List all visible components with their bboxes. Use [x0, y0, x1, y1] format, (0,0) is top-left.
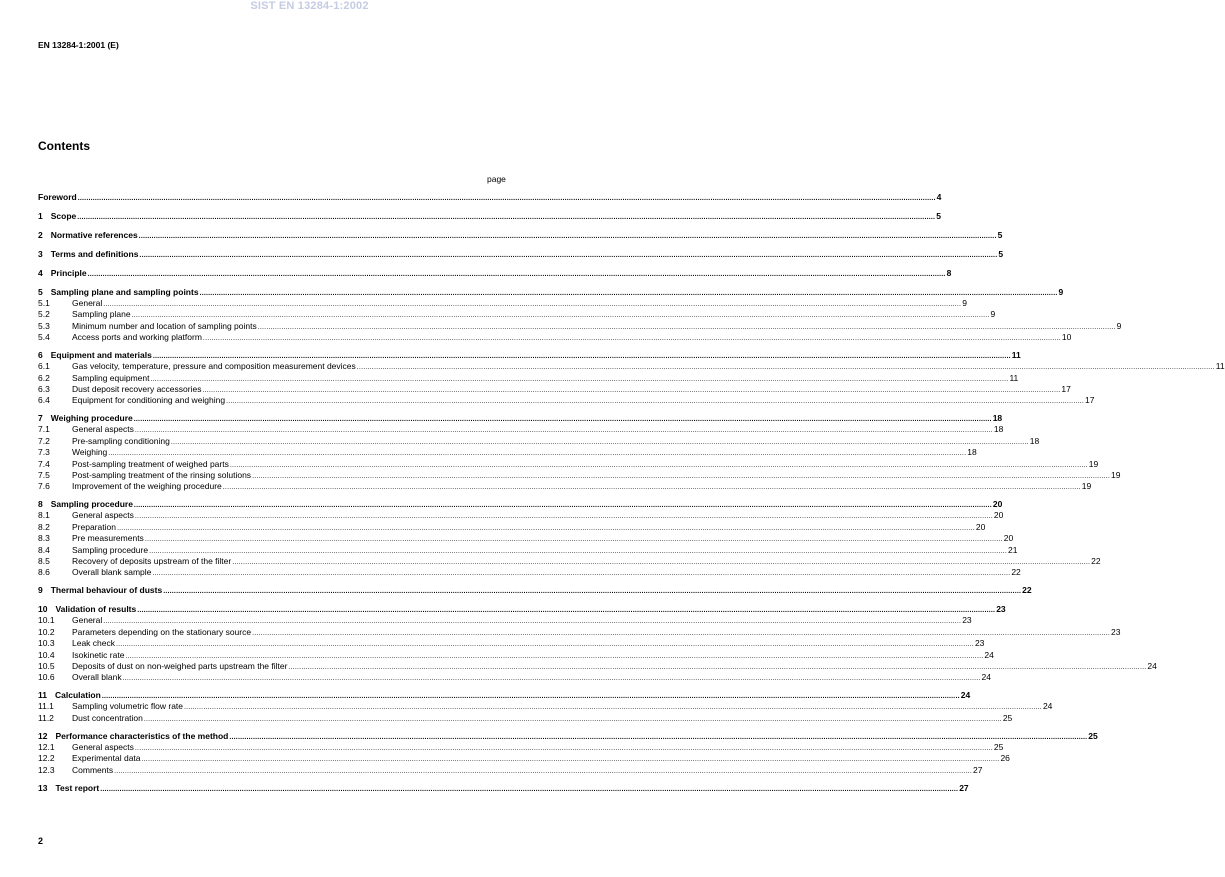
- toc-entry[interactable]: [38, 730, 1098, 742]
- toc-subentry[interactable]: [38, 615, 972, 626]
- toc-dot-leader: ................................................................................................................................................................................................................................................................................................................................................................................................................: [252, 473, 1110, 480]
- toc-subentry[interactable]: [38, 556, 1101, 567]
- toc-subentry[interactable]: [38, 309, 996, 320]
- toc-dot-leader: ................................................................................................................................................................................................................................................................................................................................................................................................................: [222, 484, 1081, 492]
- toc-entry[interactable]: [38, 268, 952, 279]
- toc-entry-number: 7.5: [38, 470, 50, 480]
- toc-entry-page: 24: [984, 649, 994, 660]
- toc-dot-leader: ................................................................................................................................................................................................................................................................................................................................................................................................................: [134, 744, 993, 752]
- toc-entry-number: 3: [38, 249, 43, 259]
- toc-entry-page: 25: [1088, 730, 1098, 741]
- toc-entry-page: 20: [975, 521, 986, 532]
- toc-subentry[interactable]: [38, 384, 1071, 395]
- toc-dot-leader: ................................................................................................................................................................................................................................................................................................................................................................................................................: [199, 290, 1058, 297]
- toc-entry-page: 24: [960, 690, 971, 701]
- toc-dot-leader: ................................................................................................................................................................................................................................................................................................................................................................................................................: [139, 252, 998, 259]
- toc-entry-page: 23: [962, 615, 972, 626]
- toc-subentry[interactable]: [38, 741, 1004, 753]
- toc-entry-title: Thermal behaviour of dusts: [50, 585, 163, 596]
- toc-dot-leader: ................................................................................................................................................................................................................................................................................................................................................................................................................: [77, 195, 936, 202]
- toc-dot-leader: ................................................................................................................................................................................................................................................................................................................................................................................................................: [116, 641, 974, 649]
- toc-dot-leader: ................................................................................................................................................................................................................................................................................................................................................................................................................: [356, 364, 1215, 372]
- toc-entry-title: Post-sampling treatment of the rinsing solutions: [72, 470, 252, 480]
- toc-entry-number: 10.3: [38, 638, 55, 649]
- toc-entry[interactable]: [38, 413, 1003, 424]
- toc-entry-page: 9: [1116, 320, 1122, 331]
- toc-entry[interactable]: [38, 499, 1003, 510]
- toc-entry-page: 11: [1011, 350, 1021, 361]
- toc-entry-title: Dust deposit recovery accessories: [72, 384, 202, 394]
- toc-entry-title: Overall blank sample: [72, 567, 152, 578]
- toc-entry[interactable]: [38, 585, 1032, 596]
- toc-dot-leader: ................................................................................................................................................................................................................................................................................................................................................................................................................: [232, 559, 1091, 566]
- toc-subentry[interactable]: [38, 712, 1013, 724]
- toc-entry-page: 9: [962, 298, 967, 308]
- toc-subentry[interactable]: [38, 320, 1122, 332]
- toc-entry-page: 5: [998, 249, 1004, 259]
- toc-subentry[interactable]: [38, 298, 967, 309]
- toc-entry-number: 4: [38, 268, 43, 278]
- toc-entry-title: Equipment for conditioning and weighing: [72, 395, 226, 406]
- toc-subentry[interactable]: [38, 626, 1121, 638]
- toc-dot-leader: ................................................................................................................................................................................................................................................................................................................................................................................................................: [184, 704, 1042, 712]
- toc-entry-title: Access ports and working platform: [72, 332, 202, 343]
- toc-dot-leader: ................................................................................................................................................................................................................................................................................................................................................................................................................: [170, 438, 1029, 446]
- toc-dot-leader: ................................................................................................................................................................................................................................................................................................................................................................................................................: [116, 524, 975, 532]
- toc-entry-page: 8: [946, 268, 952, 278]
- toc-entry-number: 8.4: [38, 544, 50, 555]
- toc-entry-page: 19: [1081, 481, 1092, 492]
- toc-entry-page: 27: [973, 764, 983, 775]
- toc-entry-title: Sampling procedure: [72, 544, 149, 555]
- toc-entry-page: 18: [967, 447, 977, 458]
- toc-subentry[interactable]: [38, 533, 1014, 544]
- toc-entry-number: 8.5: [38, 556, 50, 566]
- toc-entry-title: Principle: [50, 268, 87, 278]
- toc-subentry[interactable]: [38, 458, 1099, 470]
- toc-entry[interactable]: [38, 192, 942, 203]
- toc-entry-number: 11.1: [38, 701, 54, 712]
- toc-subentry[interactable]: [38, 753, 1010, 764]
- toc-entry-number: 11: [38, 690, 47, 701]
- toc-entry-title: Test report: [55, 782, 100, 793]
- page-column-label: page: [487, 174, 506, 184]
- toc-entry-number: 10.2: [38, 626, 55, 637]
- toc-entry-number: 6.2: [38, 372, 50, 383]
- toc-entry[interactable]: [38, 690, 971, 701]
- toc-subentry[interactable]: [38, 544, 1018, 556]
- toc-entry-page: 17: [1061, 384, 1071, 394]
- toc-dot-leader: ................................................................................................................................................................................................................................................................................................................................................................................................................: [229, 461, 1088, 469]
- toc-subentry[interactable]: [38, 395, 1095, 406]
- toc-entry-number: 8.2: [38, 521, 50, 532]
- toc-dot-leader: ................................................................................................................................................................................................................................................................................................................................................................................................................: [134, 513, 993, 521]
- toc-entry-page: 22: [1091, 556, 1101, 566]
- toc-entry-number: 8: [38, 499, 43, 510]
- toc-subentry[interactable]: [38, 638, 985, 649]
- toc-dot-leader: ................................................................................................................................................................................................................................................................................................................................................................................................................: [150, 375, 1009, 383]
- toc-entry-page: 10: [1061, 332, 1072, 343]
- toc-entry-title: Comments: [72, 764, 114, 775]
- toc-dot-leader: ................................................................................................................................................................................................................................................................................................................................................................................................................: [108, 450, 967, 458]
- toc-dot-leader: ................................................................................................................................................................................................................................................................................................................................................................................................................: [152, 570, 1011, 578]
- toc-entry-title: Experimental data: [72, 753, 141, 764]
- toc-entry-title: Equipment and materials: [50, 350, 152, 361]
- toc-entry-title: Deposits of dust on non-weighed parts upstream the filter: [72, 661, 288, 671]
- toc-subentry[interactable]: [38, 361, 1225, 372]
- toc-entry-page: 22: [1011, 567, 1021, 578]
- toc-entry-title: Pre-sampling conditioning: [72, 435, 170, 446]
- toc-dot-leader: ................................................................................................................................................................................................................................................................................................................................................................................................................: [202, 387, 1061, 394]
- toc-entry-title: Terms and definitions: [50, 249, 139, 259]
- toc-entry-number: 10.4: [38, 649, 55, 660]
- toc-entry-number: 7.4: [38, 458, 50, 469]
- toc-dot-leader: ................................................................................................................................................................................................................................................................................................................................................................................................................: [133, 502, 992, 510]
- toc-entry-page: 11: [1215, 361, 1225, 372]
- toc-dot-leader: ................................................................................................................................................................................................................................................................................................................................................................................................................: [163, 588, 1022, 596]
- toc-entry-title: Validation of results: [55, 604, 137, 615]
- toc-entry-number: 11.2: [38, 712, 54, 723]
- toc-entry-number: 5.2: [38, 309, 50, 320]
- toc-dot-leader: ................................................................................................................................................................................................................................................................................................................................................................................................................: [144, 536, 1003, 544]
- toc-dot-leader: ................................................................................................................................................................................................................................................................................................................................................................................................................: [202, 335, 1061, 343]
- toc-entry[interactable]: [38, 249, 1004, 260]
- toc-dot-leader: ................................................................................................................................................................................................................................................................................................................................................................................................................: [137, 607, 996, 615]
- toc-subentry[interactable]: [38, 672, 992, 683]
- toc-entry-title: Sampling equipment: [72, 372, 150, 383]
- toc-entry-number: 6.3: [38, 384, 50, 394]
- toc-entry-title: Sampling plane and sampling points: [50, 287, 199, 297]
- toc-entry-number: 5: [38, 287, 43, 297]
- toc-dot-leader: ................................................................................................................................................................................................................................................................................................................................................................................................................: [131, 312, 990, 320]
- toc-entry-page: 5: [936, 211, 941, 221]
- toc-dot-leader: ................................................................................................................................................................................................................................................................................................................................................................................................................: [143, 715, 1002, 723]
- toc-subentry[interactable]: [38, 521, 986, 533]
- toc-entry-title: Pre measurements: [72, 533, 144, 544]
- toc-entry-number: 7.6: [38, 481, 50, 492]
- page-number: 2: [38, 836, 44, 846]
- toc-dot-leader: ................................................................................................................................................................................................................................................................................................................................................................................................................: [77, 214, 936, 221]
- toc-entry-number: 2: [38, 230, 43, 240]
- toc-entry-page: 9: [1058, 287, 1064, 297]
- toc-entry-number: 6.1: [38, 361, 50, 372]
- toc-entry-page: 20: [1003, 533, 1014, 544]
- toc-entry-page: 23: [1111, 626, 1121, 637]
- toc-entry-number: 12.2: [38, 753, 55, 764]
- toc-entry-number: 8.6: [38, 567, 50, 578]
- toc-entry-page: 24: [981, 672, 992, 683]
- toc-entry-title: Weighing procedure: [50, 413, 133, 424]
- toc-entry-number: 10.1: [38, 615, 55, 626]
- toc-entry-page: 22: [1022, 585, 1032, 596]
- toc-entry-number: 7.2: [38, 435, 50, 446]
- toc-entry-number: 5.3: [38, 320, 50, 331]
- toc-subentry[interactable]: [38, 661, 1157, 672]
- toc-entry-page: 18: [992, 413, 1003, 424]
- toc-entry[interactable]: [38, 604, 1006, 615]
- toc-entry-page: 25: [1002, 712, 1013, 723]
- toc-subentry[interactable]: [38, 447, 977, 458]
- toc-dot-leader: ................................................................................................................................................................................................................................................................................................................................................................................................................: [138, 233, 997, 240]
- toc-dot-leader: ................................................................................................................................................................................................................................................................................................................................................................................................................: [87, 271, 946, 278]
- toc-entry-number: 5.1: [38, 298, 50, 308]
- toc-dot-leader: ................................................................................................................................................................................................................................................................................................................................................................................................................: [100, 785, 959, 793]
- toc-entry-page: 19: [1088, 458, 1099, 469]
- toc-entry-number: 12: [38, 730, 48, 741]
- toc-entry-title: Sampling procedure: [50, 499, 133, 510]
- toc-entry-title: Preparation: [72, 521, 116, 532]
- toc-dot-leader: ................................................................................................................................................................................................................................................................................................................................................................................................................: [134, 427, 993, 435]
- toc-subentry[interactable]: [38, 510, 1004, 521]
- toc-subentry[interactable]: [38, 372, 1019, 384]
- toc-dot-leader: ................................................................................................................................................................................................................................................................................................................................................................................................................: [252, 629, 1111, 637]
- toc-dot-leader: ................................................................................................................................................................................................................................................................................................................................................................................................................: [257, 323, 1116, 331]
- toc-subentry[interactable]: [38, 649, 994, 661]
- toc-entry-title: Isokinetic rate: [72, 649, 125, 660]
- toc-entry-number: 7.1: [38, 424, 50, 435]
- toc-entry-title: Improvement of the weighing procedure: [72, 481, 222, 492]
- toc-entry-title: Sampling plane: [72, 309, 131, 320]
- toc-entry-page: 9: [990, 309, 996, 320]
- toc-dot-leader: ................................................................................................................................................................................................................................................................................................................................................................................................................: [133, 416, 992, 424]
- toc-dot-leader: ................................................................................................................................................................................................................................................................................................................................................................................................................: [141, 756, 1000, 764]
- toc-subentry[interactable]: [38, 701, 1053, 712]
- toc-entry-title: Weighing: [72, 447, 108, 458]
- toc-entry-title: Gas velocity, temperature, pressure and composition measurement devices: [72, 361, 356, 372]
- toc-entry-title: General: [72, 615, 103, 626]
- toc-entry-number: 12.3: [38, 764, 55, 775]
- toc-entry-number: 10.6: [38, 672, 55, 683]
- toc-dot-leader: ................................................................................................................................................................................................................................................................................................................................................................................................................: [103, 618, 962, 626]
- toc-entry-number: 10.5: [38, 661, 55, 671]
- toc-entry-page: 24: [1042, 701, 1053, 712]
- toc-subentry[interactable]: [38, 424, 1004, 435]
- toc-entry-title: Recovery of deposits upstream of the filter: [72, 556, 232, 566]
- toc-dot-leader: ................................................................................................................................................................................................................................................................................................................................................................................................................: [101, 693, 960, 701]
- toc-entry-title: General aspects: [72, 424, 134, 435]
- toc-entry-number: 13: [38, 782, 48, 793]
- contents-heading: Contents: [38, 139, 90, 153]
- toc-dot-leader: ................................................................................................................................................................................................................................................................................................................................................................................................................: [122, 675, 981, 683]
- document-id: EN 13284-1:2001 (E): [38, 40, 119, 50]
- toc-entry-title: Post-sampling treatment of weighed parts: [72, 458, 229, 469]
- toc-entry-page: 17: [1085, 395, 1095, 406]
- toc-entry-number: 5.4: [38, 332, 50, 343]
- toc-dot-leader: ................................................................................................................................................................................................................................................................................................................................................................................................................: [114, 767, 973, 775]
- toc-subentry[interactable]: [38, 567, 1021, 578]
- toc-entry-title: Scope: [50, 211, 77, 221]
- toc-entry-page: 5: [997, 230, 1003, 240]
- watermark: SIST EN 13284-1:2002: [250, 0, 369, 12]
- toc-dot-leader: ................................................................................................................................................................................................................................................................................................................................................................................................................: [125, 652, 984, 660]
- toc-entry-title: Dust concentration: [72, 712, 143, 723]
- toc-subentry[interactable]: [38, 470, 1121, 481]
- toc-entry-page: 24: [1147, 661, 1157, 671]
- toc-subentry[interactable]: [38, 332, 1072, 343]
- toc-entry-page: 25: [993, 741, 1004, 752]
- toc-entry-page: 23: [974, 638, 985, 649]
- toc-entry-page: 27: [959, 782, 969, 793]
- toc-entry-page: 18: [993, 424, 1004, 435]
- toc-entry-title: Calculation: [55, 690, 101, 701]
- toc-entry-title: Minimum number and location of sampling points: [72, 320, 257, 331]
- toc-entry-number: 9: [38, 585, 43, 596]
- toc-entry-number: 6.4: [38, 395, 50, 406]
- toc-entry[interactable]: [38, 230, 1003, 241]
- toc-entry-title: Sampling volumetric flow rate: [72, 701, 184, 712]
- toc-dot-leader: ................................................................................................................................................................................................................................................................................................................................................................................................................: [152, 353, 1011, 361]
- toc-entry-title: General aspects: [72, 741, 134, 752]
- toc-entry-title: Parameters depending on the stationary source: [72, 626, 252, 637]
- toc-entry-number: 1: [38, 211, 43, 221]
- toc-subentry[interactable]: [38, 481, 1092, 492]
- toc-entry-page: 21: [1008, 544, 1018, 555]
- toc-entry-page: 11: [1009, 372, 1019, 383]
- toc-dot-leader: ................................................................................................................................................................................................................................................................................................................................................................................................................: [149, 547, 1008, 555]
- toc-entry-number: 8.3: [38, 533, 50, 544]
- toc-entry-number: 7.3: [38, 447, 50, 458]
- toc-entry-number: 10: [38, 604, 48, 615]
- toc-entry-title: Leak check: [72, 638, 115, 649]
- toc-entry-title: Normative references: [50, 230, 138, 240]
- toc-entry-page: 18: [1029, 435, 1040, 446]
- toc-entry[interactable]: [38, 211, 941, 222]
- toc-entry-number: 8.1: [38, 510, 50, 521]
- toc-entry-page: 20: [993, 510, 1004, 521]
- toc-dot-leader: ................................................................................................................................................................................................................................................................................................................................................................................................................: [226, 398, 1085, 406]
- toc-entry-number: 6: [38, 350, 43, 361]
- toc-entry-page: 23: [996, 604, 1006, 615]
- toc-entry[interactable]: [38, 782, 969, 794]
- toc-entry-title: Performance characteristics of the method: [55, 730, 229, 741]
- toc-entry[interactable]: [38, 287, 1064, 298]
- toc-dot-leader: ................................................................................................................................................................................................................................................................................................................................................................................................................: [288, 664, 1147, 671]
- toc-entry-page: 26: [1000, 753, 1010, 764]
- toc-entry-page: 20: [992, 499, 1003, 510]
- toc-entry[interactable]: [38, 350, 1021, 361]
- toc-entry-page: 19: [1111, 470, 1121, 480]
- toc-entry-title: Foreword: [38, 192, 77, 202]
- toc-dot-leader: ................................................................................................................................................................................................................................................................................................................................................................................................................: [103, 301, 962, 308]
- toc-entry-number: 7: [38, 413, 43, 424]
- toc-subentry[interactable]: [38, 764, 983, 776]
- toc-entry-page: 4: [936, 192, 942, 202]
- toc-dot-leader: ................................................................................................................................................................................................................................................................................................................................................................................................................: [229, 733, 1088, 741]
- toc-subentry[interactable]: [38, 435, 1040, 447]
- toc-entry-title: Overall blank: [72, 672, 122, 683]
- toc-entry-number: 12.1: [38, 741, 55, 752]
- toc-entry-title: General aspects: [72, 510, 134, 521]
- toc-entry-title: General: [72, 298, 103, 308]
